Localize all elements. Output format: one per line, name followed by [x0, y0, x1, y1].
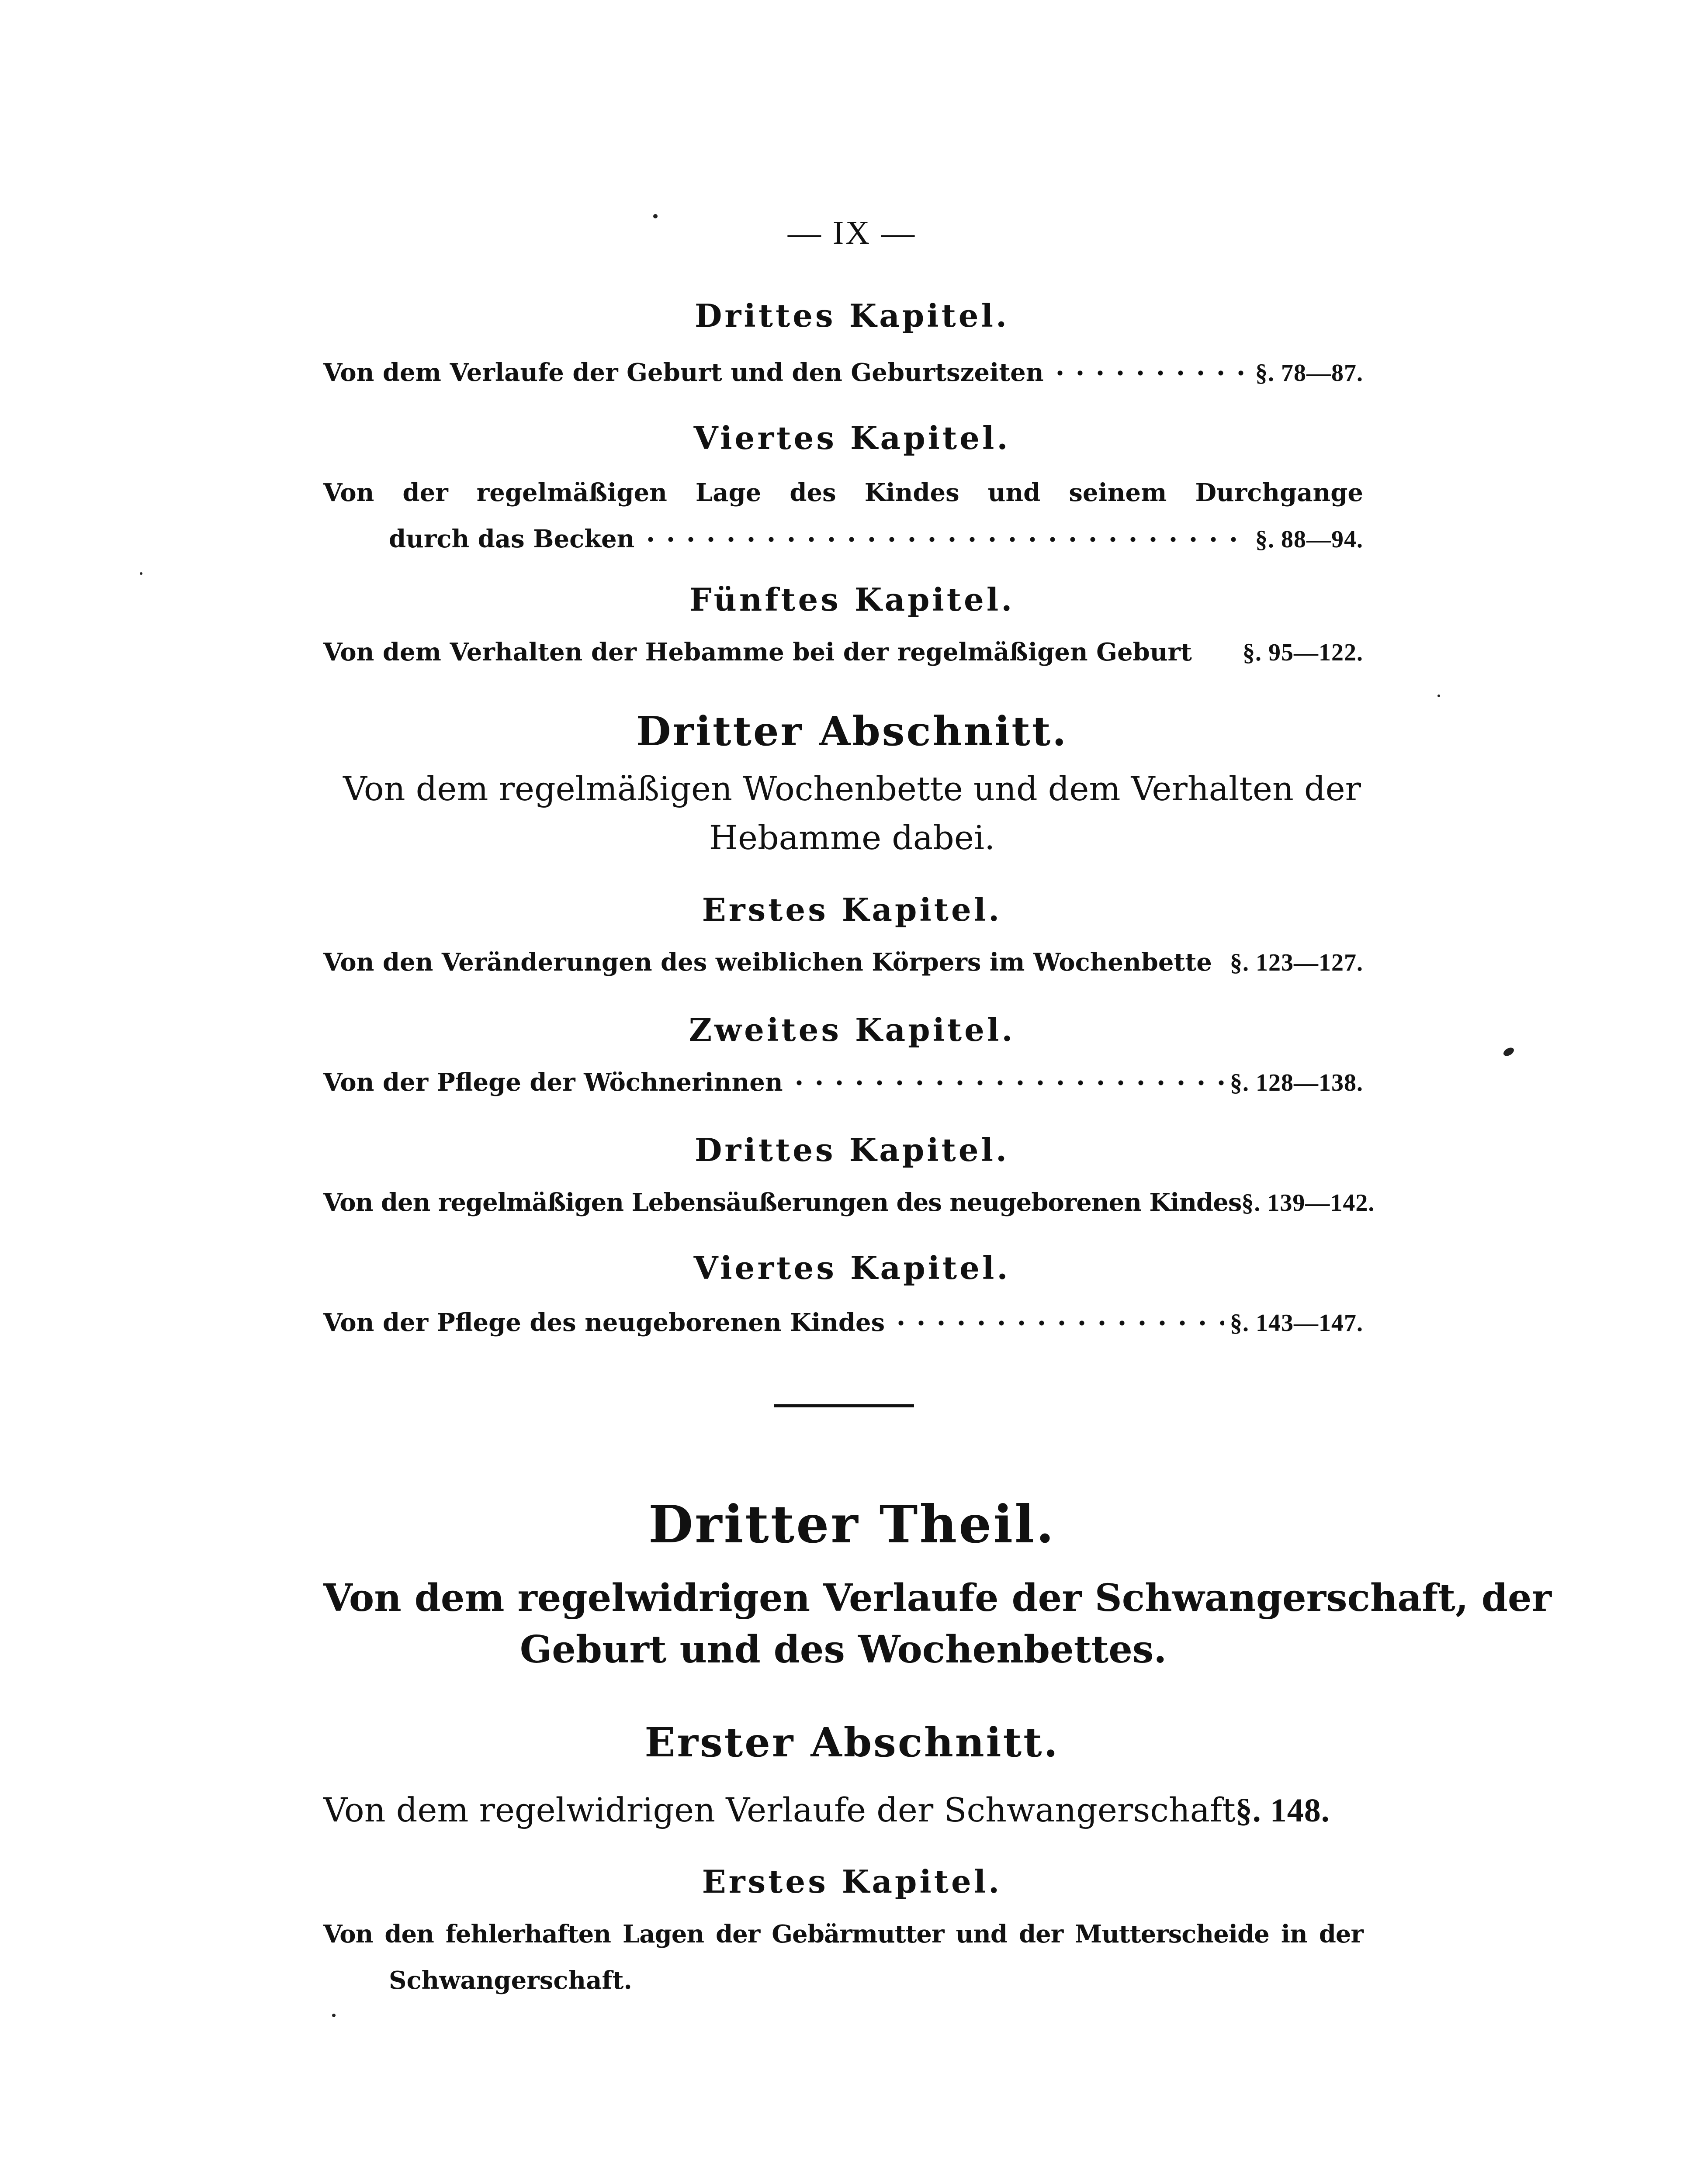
scan-speck	[653, 214, 658, 218]
toc-entry-pages: §. 95—122.	[1243, 639, 1363, 666]
chapter-heading: Viertes Kapitel.	[693, 419, 1011, 456]
toc-entry	[323, 1059, 1363, 1106]
toc-entry-pages: §. 78—87.	[1255, 359, 1363, 387]
part-description	[323, 1572, 1552, 1676]
toc-entry-text: Von dem regelwidrigen Verlaufe der Schwangerschaft	[323, 1790, 1236, 1829]
dot-leader	[891, 1320, 1224, 1327]
toc-entry-pages: §. 148.	[1235, 1792, 1330, 1829]
toc-entry-text: Von der Pflege des neugeborenen Kindes	[323, 1308, 885, 1337]
page-number: — IX —	[787, 214, 917, 251]
dot-leader	[641, 536, 1249, 543]
toc-entry-pages: §. 88—94.	[1255, 526, 1363, 553]
chapter-heading: Drittes Kapitel.	[694, 1131, 1010, 1168]
chapter-heading: Drittes Kapitel.	[694, 297, 1010, 334]
toc-entry-text: Von dem Verlaufe der Geburt und den Geburtszeiten	[323, 358, 1044, 387]
toc-entry	[323, 1784, 1363, 1836]
toc-entry-text: Von den regelmäßigen Lebensäußerungen des neugeborenen Kindes	[323, 1188, 1242, 1217]
toc-entry	[323, 1299, 1363, 1346]
section-heading: Erster Abschnitt.	[644, 1719, 1060, 1766]
toc-entry-pages: §. 143—147.	[1230, 1310, 1363, 1337]
toc-entry-pages: §. 123—127.	[1230, 949, 1363, 976]
chapter-heading: Erstes Kapitel.	[702, 891, 1002, 928]
section-description	[0, 764, 1704, 862]
scan-speck	[332, 2014, 336, 2017]
toc-entry	[323, 1179, 1375, 1226]
section-heading: Dritter Abschnitt.	[636, 708, 1068, 755]
part-description-line: Von dem regelwidrigen Verlaufe der Schwangerschaft, der	[323, 1576, 1552, 1620]
toc-entry	[323, 349, 1363, 396]
toc-entry-text: Von den fehlerhaften Lagen der Gebärmutter und der Mutterscheide in der	[323, 1920, 1363, 1949]
toc-entry-pages: §. 128—138.	[1230, 1069, 1363, 1096]
scan-speck	[1437, 695, 1440, 697]
toc-entry-text: Von der regelmäßigen Lage des Kindes und seinem Durchgange	[323, 478, 1363, 507]
section-description-line: Von dem regelmäßigen Wochenbette und dem Verhalten der	[343, 769, 1361, 808]
section-divider	[774, 1404, 914, 1407]
scan-speck	[140, 572, 142, 575]
chapter-heading: Fünftes Kapitel.	[689, 581, 1015, 618]
toc-entry	[323, 1911, 1363, 2004]
toc-entry-text-continued: durch das Becken	[389, 525, 635, 553]
toc-entry-text-continued: Schwangerschaft.	[389, 1966, 632, 1995]
part-description-line: Geburt und des Wochenbettes.	[520, 1628, 1167, 1672]
toc-entry-text: Von den Veränderungen des weiblichen Körpers im Wochenbette	[323, 948, 1212, 977]
dot-leader	[789, 1079, 1224, 1086]
section-description-line: Hebamme dabei.	[709, 818, 995, 857]
toc-entry-pages: §. 139—142.	[1241, 1189, 1375, 1216]
chapter-heading: Viertes Kapitel.	[693, 1249, 1011, 1286]
toc-entry-text: Von dem Verhalten der Hebamme bei der regelmäßigen Geburt	[323, 638, 1192, 667]
toc-entry	[323, 939, 1363, 986]
part-heading: Dritter Theil.	[648, 1494, 1056, 1555]
chapter-heading: Zweites Kapitel.	[689, 1011, 1015, 1048]
dot-leader	[1050, 370, 1249, 377]
chapter-heading: Erstes Kapitel.	[702, 1863, 1002, 1900]
toc-entry-text: Von der Pflege der Wöchnerinnen	[323, 1068, 783, 1097]
toc-entry	[323, 470, 1363, 563]
toc-entry	[323, 629, 1363, 676]
